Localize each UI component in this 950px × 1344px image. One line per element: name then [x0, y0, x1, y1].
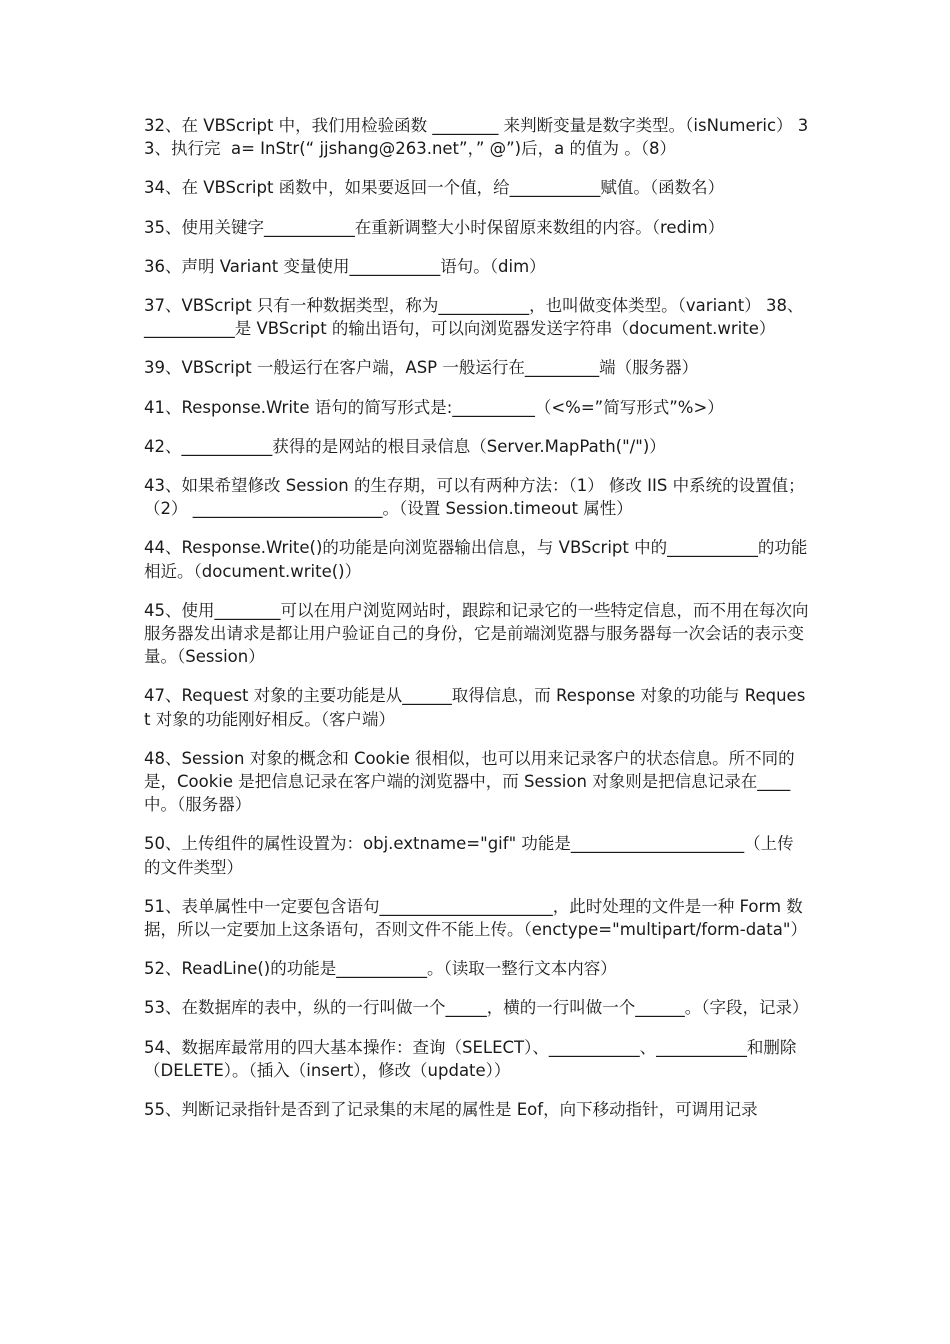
- question-39: 39、VBScript 一般运行在客户端，ASP 一般运行在_________端（服务器）: [144, 358, 699, 378]
- question-55: 55、判断记录指针是否到了记录集的末尾的属性是 Eof，向下移动指针，可调用记录: [144, 1100, 758, 1120]
- question-36: 36、声明 Variant 变量使用___________语句。（dim）: [144, 256, 546, 276]
- question-37-38: 37、VBScript 只有一种数据类型，称为___________，也叫做变体类型。（variant） 38、___________是 VBScript 的输出语句，可以向浏览器发送字符串（document.write）: [144, 296, 804, 339]
- question-52: 52、ReadLine()的功能是___________。（读取一整行文本内容）: [144, 959, 617, 979]
- document-page: [144, 114, 809, 1137]
- question-48: 48、Session 对象的概念和 Cookie 很相似，也可以用来记录客户的状态信息。所不同的是，Cookie 是把信息记录在客户端的浏览器中，而 Session 对象则是把信息记录在____中。（服务器）: [144, 748, 795, 815]
- question-54: 54、数据库最常用的四大基本操作：查询（SELECT）、___________、___________和删除（DELETE）。（插入（insert），修改（update））: [144, 1037, 797, 1080]
- question-41: 41、Response.Write 语句的简写形式是:__________（<%=”简写形式”%>）: [144, 397, 724, 417]
- question-50: 50、上传组件的属性设置为：obj.extname="gif" 功能是_____________________（上传的文件类型）: [144, 834, 794, 877]
- question-42: 42、___________获得的是网站的根目录信息（Server.MapPath("/")）: [144, 436, 666, 456]
- question-43: 43、如果希望修改 Session 的生存期，可以有两种方法：（1） 修改 IIS 中系统的设置值；（2） _______________________。（设置 Session.timeout 属性）: [144, 476, 805, 519]
- question-34: 34、在 VBScript 函数中，如果要返回一个值，给___________赋值。（函数名）: [144, 178, 725, 198]
- question-44: 44、Response.Write()的功能是向浏览器输出信息，与 VBScript 中的___________的功能相近。（document.write()）: [144, 538, 808, 581]
- question-45: 45、使用________可以在用户浏览网站时，跟踪和记录它的一些特定信息，而不用在每次向服务器发出请求是都让用户验证自己的身份，它是前端浏览器与服务器每一次会话的表示变量。（Session）: [144, 600, 809, 667]
- question-35: 35、使用关键字___________在重新调整大小时保留原来数组的内容。（redim）: [144, 217, 725, 237]
- question-53: 53、在数据库的表中，纵的一行叫做一个_____，横的一行叫做一个______。（字段，记录）: [144, 998, 809, 1018]
- question-47: 47、Request 对象的主要功能是从______取得信息，而 Response 对象的功能与 Request 对象的功能刚好相反。（客户端）: [144, 686, 806, 729]
- question-51: 51、表单属性中一定要包含语句_____________________，此时处理的文件是一种 Form 数据，所以一定要加上这条语句，否则文件不能上传。（enctype="multipart/form-data"）: [144, 896, 807, 940]
- question-32-33: 32、在 VBScript 中，我们用检验函数 ________ 来判断变量是数字类型。（isNumeric） 33、执行完 a= InStr(“ jjshang@263.net”，” @”)后，a 的值为 。（8）: [144, 116, 809, 159]
